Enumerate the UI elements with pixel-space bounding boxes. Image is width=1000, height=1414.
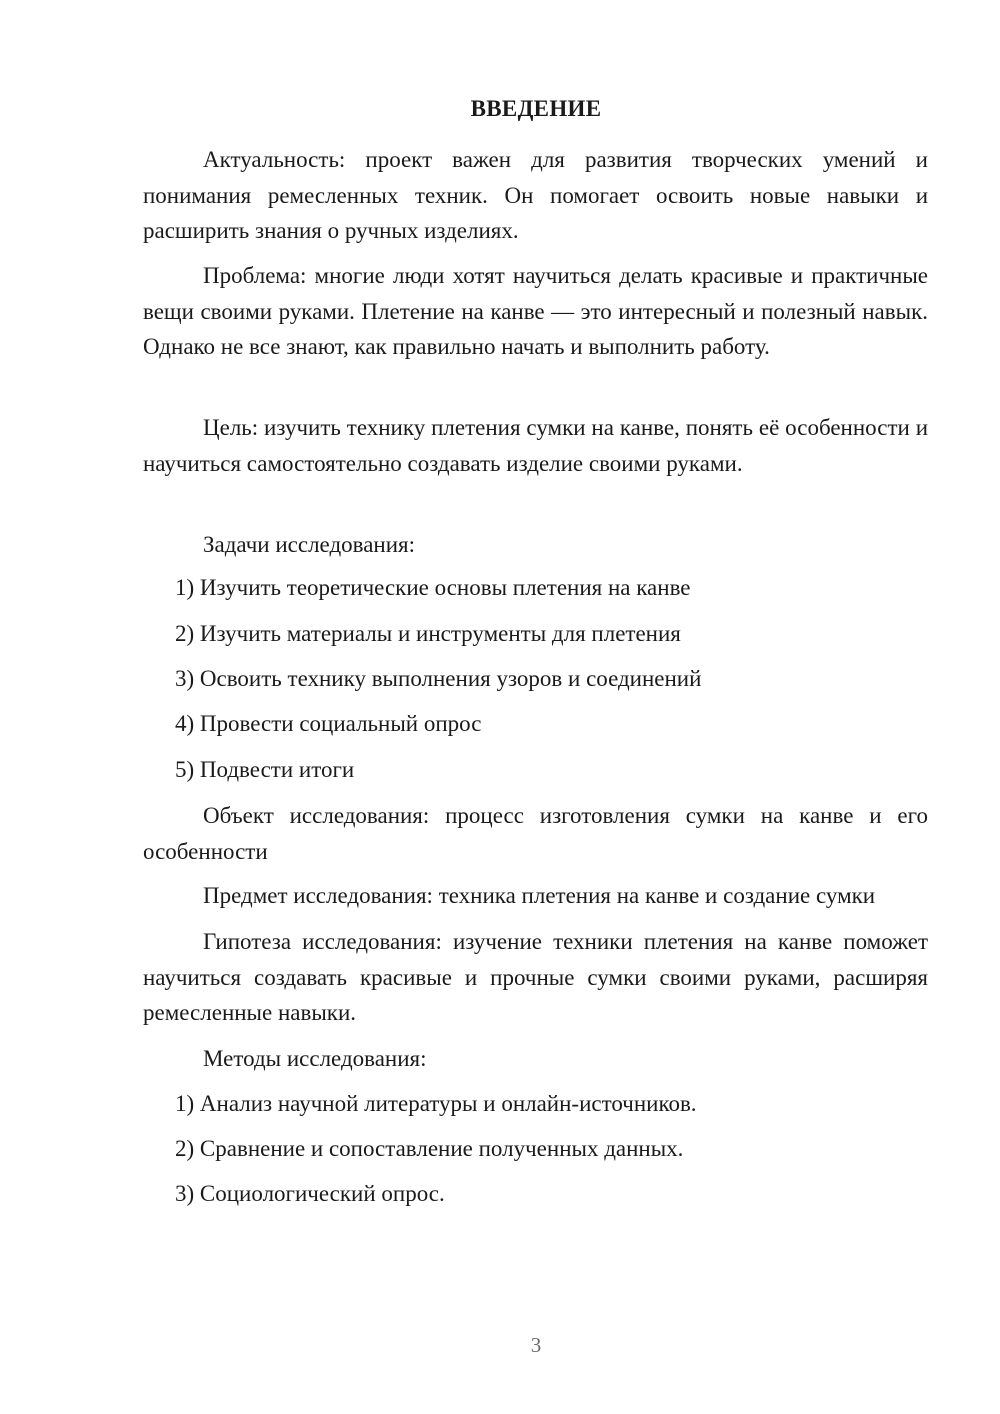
page-title: ВВЕДЕНИЕ: [470, 96, 602, 121]
method-item: 3) Социологический опрос.: [175, 1181, 445, 1206]
problem-paragraph: Проблема: многие люди хотят научиться делать красивые и практичные вещи своими руками. Плетение на канве — это интересный и полезный навык. Однако не все знают, как правильно начать и выполнить работу.: [143, 263, 928, 359]
task-item: 1) Изучить теоретические основы плетения на канве: [175, 575, 691, 600]
task-item: 2) Изучить материалы и инструменты для плетения: [175, 621, 681, 646]
task-item: 5) Подвести итоги: [175, 757, 355, 782]
task-item: 4) Провести социальный опрос: [175, 711, 482, 736]
method-item: 2) Сравнение и сопоставление полученных данных.: [175, 1136, 684, 1161]
method-item: 1) Анализ научной литературы и онлайн-источников.: [175, 1091, 697, 1116]
subject-paragraph: Предмет исследования: техника плетения на канве и создание сумки: [203, 883, 876, 908]
hypothesis-paragraph: Гипотеза исследования: изучение техники плетения на канве поможет научиться создавать красивые и прочные сумки своими руками, расширяя ремесленные навыки.: [143, 929, 928, 1025]
methods-heading: Методы исследования:: [203, 1046, 427, 1071]
page-number: 3: [530, 1333, 542, 1357]
object-paragraph: Объект исследования: процесс изготовления сумки на канве и его особенности: [143, 803, 928, 864]
task-item: 3) Освоить технику выполнения узоров и соединений: [175, 666, 702, 691]
goal-paragraph: Цель: изучить технику плетения сумки на канве, понять её особенности и научиться самостоятельно создавать изделие своими руками.: [143, 415, 928, 476]
relevance-paragraph: Актуальность: проект важен для развития творческих умений и понимания ремесленных техник. Он помогает освоить новые навыки и расширить знания о ручных изделиях.: [143, 147, 928, 243]
tasks-heading: Задачи исследования:: [203, 532, 416, 557]
